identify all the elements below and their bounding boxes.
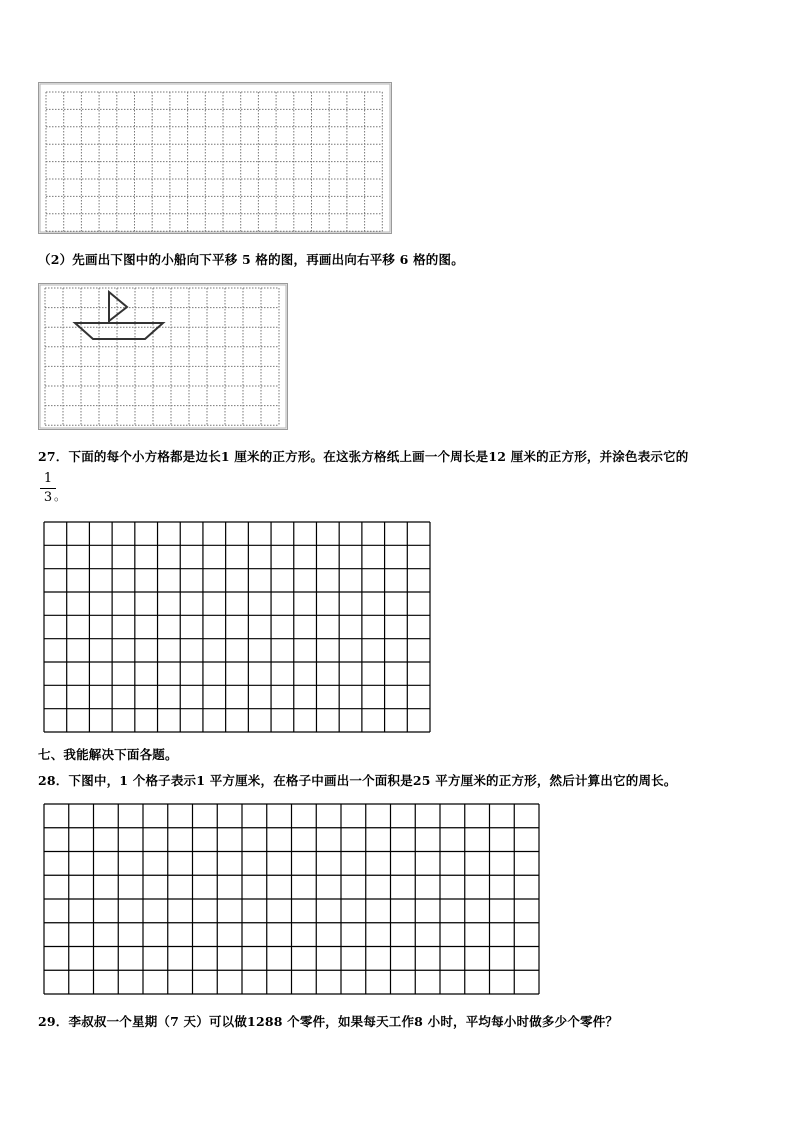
question-29: 29．李叔叔一个星期（7 天）可以做1288 个零件，如果每天工作8 小时，平均每小时做多少个零件？ [38,1014,619,1029]
grid-inner-panel [40,84,390,232]
grid-paper-boat[interactable] [38,283,288,430]
grid-paper-3[interactable] [43,521,431,733]
fraction-tail: 。 [54,489,67,503]
question-26-part-2: （2）先画出下图中的小船向下平移 5 格的图，再画出向右平移 6 格的图。 [38,252,464,267]
grid-3-svg [43,521,431,733]
grid-2-svg [38,283,288,430]
grid-paper-4[interactable] [43,803,540,995]
question-27: 27．下面的每个小方格都是边长1 厘米的正方形。在这张方格纸上画一个周长是12 厘米的正方形，并涂色表示它的 [38,449,689,464]
fraction-denominator: 3 [43,490,53,505]
grid-inner-panel [40,285,286,428]
grid-4-svg [43,803,540,995]
grid-paper-1[interactable] [38,82,392,234]
question-28: 28．下图中，1 个格子表示1 平方厘米，在格子中画出一个面积是25 平方厘米的正方形，然后计算出它的周长。 [38,773,677,788]
fraction-numerator: 1 [43,471,53,486]
grid-1-svg [38,82,392,234]
section-7-title: 七、我能解决下面各题。 [38,747,178,762]
